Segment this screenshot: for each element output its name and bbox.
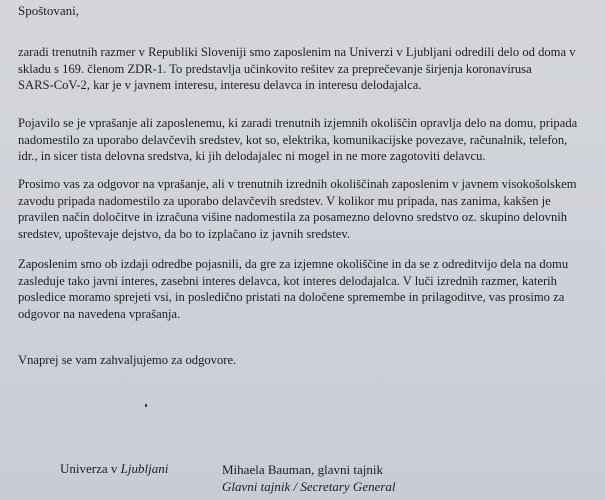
paragraph-line: pravilen način določitve in izračuna višine nadomestila za posamezno delovno sredstvo oz. skupino delovnih bbox=[18, 210, 568, 224]
paragraph-3 bbox=[18, 176, 603, 242]
paragraph-line: Zaposlenim smo ob izdaji odredbe pojasnili, da gre za izjemne okoliščine in da se z odreditvijo dela na domu bbox=[18, 257, 569, 271]
paper-speck bbox=[145, 404, 147, 407]
paragraph-1 bbox=[18, 44, 603, 94]
institution-prefix: Univerza v bbox=[60, 461, 118, 476]
paragraph-line: Pojavilo se je vprašanje ali zaposlenemu, ki zaradi trenutnih izjemnih okoliščin opravlja delo na domu, pripada bbox=[18, 116, 578, 130]
paragraph-line: Prosimo vas za odgovor na vprašanje, ali v trenutnih izrednih okoliščinah zaposlenim v javnem visokošolskem bbox=[18, 177, 577, 191]
paragraph-line: nadomestilo za uporabo delavčevih sredstev, kot so, elektrika, komunikacijske povezave, računalnik, telefon, bbox=[18, 132, 568, 147]
signatory-title: Glavni tajnik / Secretary General bbox=[222, 479, 396, 494]
paragraph-line: SARS-CoV-2, kar je v javnem interesu, interesu delavca in interesu delodajalca. bbox=[18, 78, 422, 92]
closing-paragraph bbox=[18, 352, 603, 369]
paragraph-line: posledice moramo sprejeti vsi, in posledično pristati na določene spremembe in prilagoditve, vas prosimo za bbox=[18, 290, 565, 304]
signature-institution bbox=[60, 461, 168, 477]
paragraph-line: zasleduje tako javni interes, zasebni interes delavca, kot interes delodajalca. V luči izrednih razmer, katerih bbox=[18, 273, 557, 288]
paragraph-line: odgovor na navedena vprašanja. bbox=[18, 306, 181, 321]
paragraph-4 bbox=[18, 256, 603, 322]
institution-name: Ljubljani bbox=[120, 461, 169, 476]
paragraph-line: zaradi trenutnih razmer v Republiki Sloveniji smo zaposlenim na Univerzi v Ljubljani odredili delo od doma v bbox=[18, 45, 576, 59]
letter-greeting: Spoštovani, bbox=[18, 3, 80, 18]
paragraph-line: Vnaprej se vam zahvaljujemo za odgovore. bbox=[18, 353, 237, 367]
paragraph-2 bbox=[18, 115, 603, 165]
paragraph-line: idr., in sicer tista delovna sredstva, ki jih delodajalec ni mogel in ne more zagotoviti delavcu. bbox=[18, 149, 486, 163]
paragraph-line: zavodu pripada nadomestilo za uporabo delavčevih sredstev. V kolikor mu pripada, nas zanima, kakšen je bbox=[18, 193, 551, 208]
paragraph-line: sredstev, upoštevaje dejstvo, da bo to izplačano iz javnih sredstev. bbox=[18, 226, 351, 241]
paragraph-line: skladu s 169. členom ZDR-1. To predstavlja učinkovito rešitev za preprečevanje širjenja koronavirusa bbox=[18, 61, 532, 76]
signature-block bbox=[222, 461, 396, 495]
signatory-name: Mihaela Bauman, glavni tajnik bbox=[222, 462, 384, 477]
